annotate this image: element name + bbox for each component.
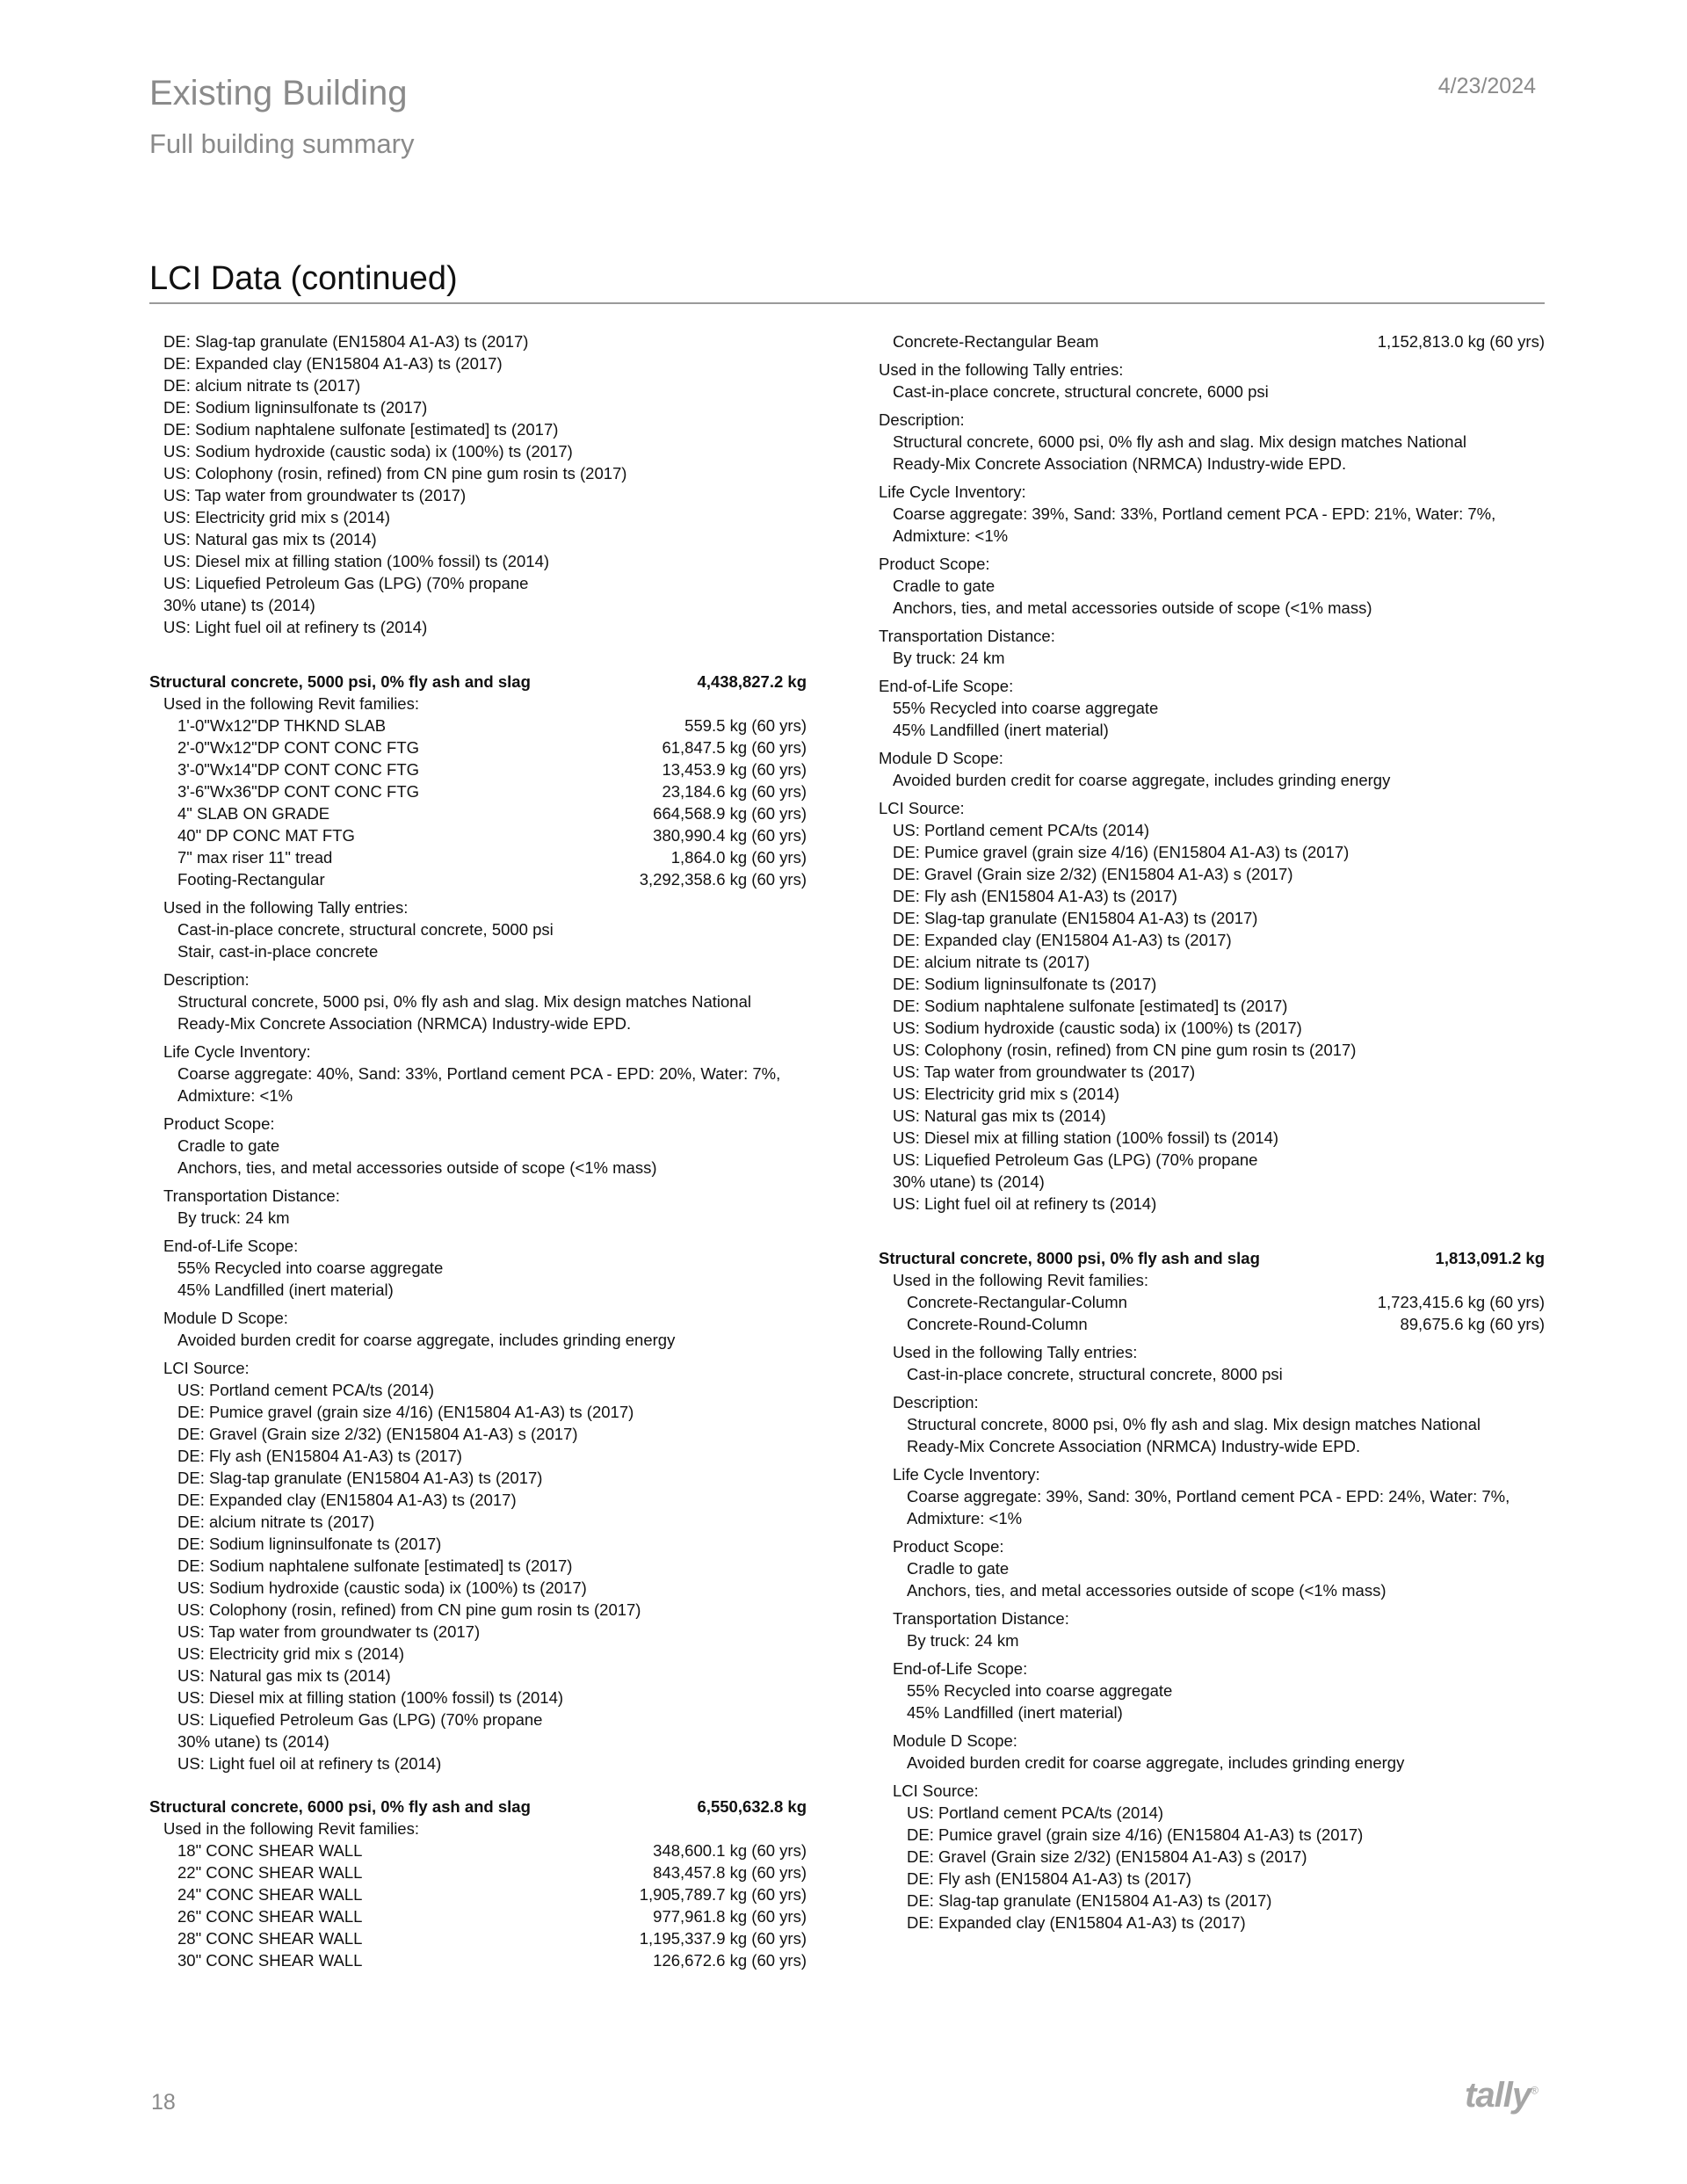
detail-line: DE: Fly ash (EN15804 A1-A3) ts (2017)	[907, 1869, 1191, 1888]
section-title: LCI Data (continued)	[149, 260, 458, 297]
page-number: 18	[151, 2090, 176, 2115]
revit-family-mass: 348,600.1 kg (60 yrs)	[653, 1841, 807, 1860]
text-line: DE: Slag-tap granulate (EN15804 A1-A3) ts (2017)	[163, 332, 529, 351]
detail-line: DE: Pumice gravel (grain size 4/16) (EN15804 A1-A3) ts (2017)	[893, 843, 1350, 861]
detail-line: Anchors, ties, and metal accessories outside of scope (<1% mass)	[907, 1581, 1387, 1600]
detail-line: 45% Landfilled (inert material)	[893, 721, 1109, 739]
revit-family-mass: 380,990.4 kg (60 yrs)	[653, 826, 807, 845]
detail-label: Transportation Distance:	[163, 1186, 340, 1205]
detail-line: Cradle to gate	[907, 1559, 1010, 1578]
revit-family-row	[149, 802, 807, 824]
text-line: US: Colophony (rosin, refined) from CN pine gum rosin ts (2017)	[163, 464, 627, 483]
detail-line: US: Light fuel oil at refinery ts (2014)	[893, 1194, 1157, 1213]
detail-line: DE: Pumice gravel (grain size 4/16) (EN15804 A1-A3) ts (2017)	[177, 1403, 634, 1421]
detail-line: US: Portland cement PCA/ts (2014)	[907, 1803, 1164, 1822]
detail-label: Description:	[163, 970, 250, 989]
detail-group	[879, 1391, 1545, 1457]
detail-group	[149, 1185, 807, 1229]
document-subtitle: Full building summary	[149, 128, 415, 159]
detail-line: Avoided burden credit for coarse aggregate, includes grinding energy	[177, 1331, 676, 1349]
revit-families	[149, 693, 807, 890]
text-line: US: Diesel mix at filling station (100% fossil) ts (2014)	[163, 552, 550, 570]
revit-family-row	[149, 1883, 807, 1905]
detail-label: End-of-Life Scope:	[893, 1659, 1028, 1678]
detail-line: 30% utane) ts (2014)	[893, 1172, 1045, 1191]
material-details	[879, 1341, 1545, 1934]
detail-line: US: Electricity grid mix s (2014)	[177, 1644, 405, 1663]
text-line: US: Natural gas mix ts (2014)	[163, 530, 377, 548]
material-total: 1,813,091.2 kg	[1435, 1249, 1545, 1267]
detail-line: Structural concrete, 5000 psi, 0% fly ash and slag. Mix design matches National	[177, 992, 751, 1011]
revit-family-name: 28" CONC SHEAR WALL	[177, 1929, 363, 1948]
detail-line: Ready-Mix Concrete Association (NRMCA) Industry-wide EPD.	[177, 1014, 632, 1033]
detail-group	[879, 1607, 1545, 1651]
detail-label: End-of-Life Scope:	[879, 677, 1014, 695]
detail-group	[149, 1307, 807, 1351]
detail-group	[879, 481, 1545, 547]
revit-family-mass: 13,453.9 kg (60 yrs)	[662, 760, 807, 779]
detail-line: US: Liquefied Petroleum Gas (LPG) (70% propane	[893, 1150, 1258, 1169]
detail-label: LCI Source:	[163, 1359, 250, 1377]
detail-line: US: Natural gas mix ts (2014)	[893, 1107, 1106, 1125]
revit-family-name: 22" CONC SHEAR WALL	[177, 1863, 363, 1882]
revit-family-name: 1'-0"Wx12"DP THKND SLAB	[177, 716, 387, 735]
detail-line: US: Light fuel oil at refinery ts (2014)	[177, 1754, 442, 1773]
lci-source-continued	[149, 330, 807, 638]
detail-line: Avoided burden credit for coarse aggregate, includes grinding energy	[907, 1753, 1405, 1772]
revit-family-row	[879, 330, 1545, 352]
detail-line: DE: alcium nitrate ts (2017)	[177, 1513, 375, 1531]
revit-families	[149, 1818, 807, 1971]
detail-label: Module D Scope:	[879, 749, 1003, 767]
text-line: US: Tap water from groundwater ts (2017)	[163, 486, 467, 504]
material-header	[149, 1796, 807, 1818]
revit-family-name: 26" CONC SHEAR WALL	[177, 1907, 363, 1926]
detail-line: Admixture: <1%	[893, 526, 1009, 545]
detail-line: 45% Landfilled (inert material)	[907, 1703, 1123, 1722]
detail-label: Description:	[893, 1393, 979, 1411]
revit-family-row	[879, 1313, 1545, 1335]
detail-line: US: Portland cement PCA/ts (2014)	[177, 1381, 435, 1399]
revit-family-mass: 23,184.6 kg (60 yrs)	[662, 782, 807, 801]
text-line: DE: Sodium ligninsulfonate ts (2017)	[163, 398, 428, 417]
revit-family-list	[149, 1839, 807, 1971]
detail-group	[149, 969, 807, 1034]
detail-label: Used in the following Tally entries:	[879, 360, 1124, 379]
detail-label: Module D Scope:	[893, 1731, 1017, 1750]
material-block-8000psi	[879, 1247, 1545, 1934]
revit-family-mass: 126,672.6 kg (60 yrs)	[653, 1951, 807, 1970]
revit-family-row	[879, 1291, 1545, 1313]
revit-family-mass: 977,961.8 kg (60 yrs)	[653, 1907, 807, 1926]
revit-family-mass: 1,864.0 kg (60 yrs)	[670, 848, 807, 867]
detail-group	[879, 797, 1545, 1215]
detail-line: By truck: 24 km	[893, 649, 1005, 667]
revit-families-label: Used in the following Revit families:	[163, 694, 419, 713]
revit-family-mass: 1,723,415.6 kg (60 yrs)	[1377, 1293, 1545, 1311]
detail-group	[879, 409, 1545, 475]
material-total: 4,438,827.2 kg	[697, 672, 807, 691]
detail-group	[879, 1730, 1545, 1774]
detail-line: Admixture: <1%	[177, 1086, 293, 1105]
detail-group	[149, 1357, 807, 1774]
detail-label: LCI Source:	[893, 1781, 979, 1800]
detail-label: End-of-Life Scope:	[163, 1237, 299, 1255]
revit-family-name: 4" SLAB ON GRADE	[177, 804, 330, 823]
revit-family-row	[149, 1927, 807, 1949]
detail-label: Life Cycle Inventory:	[879, 483, 1026, 501]
material-block-5000psi	[149, 671, 807, 1774]
detail-line: DE: Gravel (Grain size 2/32) (EN15804 A1-A3) s (2017)	[893, 865, 1293, 883]
revit-family-row	[149, 1949, 807, 1971]
detail-group	[879, 625, 1545, 669]
detail-group	[879, 359, 1545, 403]
detail-group	[149, 1113, 807, 1179]
revit-family-mass: 1,152,813.0 kg (60 yrs)	[1377, 332, 1545, 351]
revit-families-label: Used in the following Revit families:	[893, 1271, 1148, 1289]
detail-line: DE: Sodium naphtalene sulfonate [estimated] ts (2017)	[893, 997, 1288, 1015]
section-divider	[149, 302, 1545, 304]
revit-family-name: 30" CONC SHEAR WALL	[177, 1951, 363, 1970]
detail-line: DE: Sodium naphtalene sulfonate [estimated] ts (2017)	[177, 1556, 573, 1575]
detail-line: Structural concrete, 8000 psi, 0% fly ash and slag. Mix design matches National	[907, 1415, 1481, 1433]
detail-line: Avoided burden credit for coarse aggregate, includes grinding energy	[893, 771, 1391, 789]
detail-line: DE: Slag-tap granulate (EN15804 A1-A3) ts (2017)	[893, 909, 1258, 927]
detail-group	[149, 1235, 807, 1301]
material-total: 6,550,632.8 kg	[697, 1797, 807, 1816]
detail-line: Anchors, ties, and metal accessories outside of scope (<1% mass)	[893, 599, 1372, 617]
detail-label: Used in the following Tally entries:	[163, 898, 409, 917]
detail-line: DE: Sodium ligninsulfonate ts (2017)	[893, 975, 1157, 993]
revit-family-list	[149, 715, 807, 890]
material-name: Structural concrete, 6000 psi, 0% fly ash and slag	[149, 1797, 531, 1816]
report-date: 4/23/2024	[1437, 74, 1536, 98]
detail-group	[879, 1535, 1545, 1601]
detail-line: DE: Expanded clay (EN15804 A1-A3) ts (2017)	[177, 1491, 517, 1509]
text-line: DE: Sodium naphtalene sulfonate [estimated] ts (2017)	[163, 420, 559, 439]
text-line: 30% utane) ts (2014)	[163, 596, 315, 614]
detail-label: LCI Source:	[879, 799, 965, 817]
detail-group	[879, 1341, 1545, 1385]
right-column	[879, 330, 1545, 1948]
detail-line: 55% Recycled into coarse aggregate	[893, 699, 1159, 717]
revit-family-mass: 843,457.8 kg (60 yrs)	[653, 1863, 807, 1882]
material-details	[149, 896, 807, 1774]
left-column	[149, 330, 807, 1985]
revit-family-row	[149, 780, 807, 802]
detail-line: DE: Expanded clay (EN15804 A1-A3) ts (2017)	[907, 1913, 1246, 1932]
detail-line: DE: Pumice gravel (grain size 4/16) (EN15804 A1-A3) ts (2017)	[907, 1825, 1364, 1844]
revit-family-name: 24" CONC SHEAR WALL	[177, 1885, 363, 1904]
detail-line: US: Diesel mix at filling station (100% fossil) ts (2014)	[177, 1688, 564, 1707]
detail-line: 55% Recycled into coarse aggregate	[177, 1259, 444, 1277]
document-title: Existing Building	[149, 74, 408, 112]
text-line: DE: Expanded clay (EN15804 A1-A3) ts (2017)	[163, 354, 503, 373]
detail-label: Product Scope:	[163, 1114, 275, 1133]
detail-line: 30% utane) ts (2014)	[177, 1732, 329, 1751]
detail-line: DE: Sodium ligninsulfonate ts (2017)	[177, 1535, 442, 1553]
revit-family-row	[149, 1905, 807, 1927]
revit-family-row	[149, 715, 807, 736]
detail-line: Coarse aggregate: 39%, Sand: 30%, Portland cement PCA - EPD: 24%, Water: 7%,	[907, 1487, 1510, 1506]
detail-group	[879, 747, 1545, 791]
detail-line: US: Sodium hydroxide (caustic soda) ix (100%) ts (2017)	[893, 1019, 1302, 1037]
revit-family-row	[149, 1861, 807, 1883]
material-block-6000psi	[149, 1796, 807, 1971]
detail-line: US: Natural gas mix ts (2014)	[177, 1666, 391, 1685]
tally-logo: tally®	[1465, 2076, 1538, 2115]
detail-label: Transportation Distance:	[893, 1609, 1069, 1628]
revit-family-name: Concrete-Round-Column	[907, 1315, 1088, 1333]
revit-family-mass: 3,292,358.6 kg (60 yrs)	[639, 870, 807, 889]
text-line: US: Sodium hydroxide (caustic soda) ix (100%) ts (2017)	[163, 442, 573, 461]
detail-group	[879, 1658, 1545, 1723]
revit-family-mass: 89,675.6 kg (60 yrs)	[1400, 1315, 1545, 1333]
revit-family-name: Concrete-Rectangular-Column	[907, 1293, 1127, 1311]
detail-group	[879, 1780, 1545, 1934]
detail-line: US: Liquefied Petroleum Gas (LPG) (70% propane	[177, 1710, 543, 1729]
detail-line: DE: alcium nitrate ts (2017)	[893, 953, 1090, 971]
detail-label: Product Scope:	[879, 555, 990, 573]
detail-line: Coarse aggregate: 40%, Sand: 33%, Portland cement PCA - EPD: 20%, Water: 7%,	[177, 1064, 781, 1083]
revit-family-name: Footing-Rectangular	[177, 870, 325, 889]
detail-line: US: Diesel mix at filling station (100% fossil) ts (2014)	[893, 1128, 1279, 1147]
detail-line: Cast-in-place concrete, structural concrete, 8000 psi	[907, 1365, 1283, 1383]
revit-family-mass: 1,905,789.7 kg (60 yrs)	[639, 1885, 807, 1904]
detail-line: Anchors, ties, and metal accessories outside of scope (<1% mass)	[177, 1158, 657, 1177]
detail-line: DE: Fly ash (EN15804 A1-A3) ts (2017)	[893, 887, 1177, 905]
detail-line: US: Portland cement PCA/ts (2014)	[893, 821, 1150, 839]
revit-family-row	[149, 868, 807, 890]
detail-line: 45% Landfilled (inert material)	[177, 1281, 394, 1299]
material-header	[879, 1247, 1545, 1269]
detail-label: Product Scope:	[893, 1537, 1004, 1556]
detail-label: Life Cycle Inventory:	[163, 1042, 311, 1061]
lci-source-lines	[149, 330, 807, 638]
revit-family-mass: 559.5 kg (60 yrs)	[684, 716, 807, 735]
revit-families	[879, 1269, 1545, 1335]
detail-line: DE: Gravel (Grain size 2/32) (EN15804 A1-A3) s (2017)	[907, 1847, 1307, 1866]
detail-line: DE: Slag-tap granulate (EN15804 A1-A3) ts (2017)	[177, 1469, 543, 1487]
revit-family-mass: 1,195,337.9 kg (60 yrs)	[639, 1929, 807, 1948]
detail-line: Stair, cast-in-place concrete	[177, 942, 379, 961]
detail-group	[149, 1041, 807, 1107]
revit-family-name: 40" DP CONC MAT FTG	[177, 826, 355, 845]
revit-family-name: 3'-6"Wx36"DP CONT CONC FTG	[177, 782, 420, 801]
detail-line: DE: Slag-tap granulate (EN15804 A1-A3) ts (2017)	[907, 1891, 1272, 1910]
detail-line: DE: Expanded clay (EN15804 A1-A3) ts (2017)	[893, 931, 1232, 949]
text-line: US: Light fuel oil at refinery ts (2014)	[163, 618, 428, 636]
revit-family-name: Concrete-Rectangular Beam	[893, 332, 1099, 351]
detail-label: Description:	[879, 410, 965, 429]
detail-line: US: Sodium hydroxide (caustic soda) ix (100%) ts (2017)	[177, 1578, 587, 1597]
detail-line: Coarse aggregate: 39%, Sand: 33%, Portland cement PCA - EPD: 21%, Water: 7%,	[893, 504, 1496, 523]
revit-family-name: 18" CONC SHEAR WALL	[177, 1841, 363, 1860]
detail-line: US: Colophony (rosin, refined) from CN pine gum rosin ts (2017)	[177, 1600, 641, 1619]
revit-family-row	[149, 824, 807, 846]
revit-family-row	[149, 1839, 807, 1861]
revit-family-row	[149, 758, 807, 780]
material-header	[149, 671, 807, 693]
detail-line: By truck: 24 km	[177, 1208, 290, 1227]
detail-line: Ready-Mix Concrete Association (NRMCA) Industry-wide EPD.	[893, 454, 1347, 473]
detail-line: Structural concrete, 6000 psi, 0% fly ash and slag. Mix design matches National	[893, 432, 1466, 451]
detail-line: Cast-in-place concrete, structural concrete, 5000 psi	[177, 920, 554, 939]
revit-families-label: Used in the following Revit families:	[163, 1819, 419, 1838]
detail-line: Cast-in-place concrete, structural concrete, 6000 psi	[893, 382, 1269, 401]
detail-label: Module D Scope:	[163, 1309, 288, 1327]
material-name: Structural concrete, 8000 psi, 0% fly ash and slag	[879, 1249, 1260, 1267]
detail-label: Life Cycle Inventory:	[893, 1465, 1040, 1484]
detail-line: US: Colophony (rosin, refined) from CN pine gum rosin ts (2017)	[893, 1041, 1357, 1059]
text-line: US: Liquefied Petroleum Gas (LPG) (70% propane	[163, 574, 529, 592]
detail-line: US: Tap water from groundwater ts (2017)	[177, 1622, 481, 1641]
detail-line: US: Tap water from groundwater ts (2017)	[893, 1063, 1196, 1081]
revit-family-list	[879, 1291, 1545, 1335]
detail-group	[879, 553, 1545, 619]
detail-line: Ready-Mix Concrete Association (NRMCA) Industry-wide EPD.	[907, 1437, 1361, 1455]
detail-group	[879, 675, 1545, 741]
revit-family-name: 3'-0"Wx14"DP CONT CONC FTG	[177, 760, 420, 779]
detail-label: Transportation Distance:	[879, 627, 1055, 645]
material-name: Structural concrete, 5000 psi, 0% fly ash and slag	[149, 672, 531, 691]
detail-label: Used in the following Tally entries:	[893, 1343, 1138, 1361]
detail-group	[879, 1463, 1545, 1529]
detail-line: DE: Fly ash (EN15804 A1-A3) ts (2017)	[177, 1447, 462, 1465]
revit-family-mass: 61,847.5 kg (60 yrs)	[662, 738, 807, 757]
detail-line: Cradle to gate	[177, 1136, 280, 1155]
detail-group	[149, 896, 807, 962]
revit-family-name: 2'-0"Wx12"DP CONT CONC FTG	[177, 738, 420, 757]
revit-family-row	[149, 846, 807, 868]
detail-line: DE: Gravel (Grain size 2/32) (EN15804 A1-A3) s (2017)	[177, 1425, 578, 1443]
detail-line: By truck: 24 km	[907, 1631, 1019, 1650]
revit-family-mass: 664,568.9 kg (60 yrs)	[653, 804, 807, 823]
detail-line: Cradle to gate	[893, 577, 996, 595]
detail-line: 55% Recycled into coarse aggregate	[907, 1681, 1173, 1700]
text-line: DE: alcium nitrate ts (2017)	[163, 376, 361, 395]
revit-family-row	[149, 736, 807, 758]
detail-line: US: Electricity grid mix s (2014)	[893, 1085, 1120, 1103]
revit-family-name: 7" max riser 11" tread	[177, 848, 333, 867]
text-line: US: Electricity grid mix s (2014)	[163, 508, 391, 526]
detail-line: Admixture: <1%	[907, 1509, 1023, 1527]
material-details-6000psi-continued	[879, 359, 1545, 1215]
